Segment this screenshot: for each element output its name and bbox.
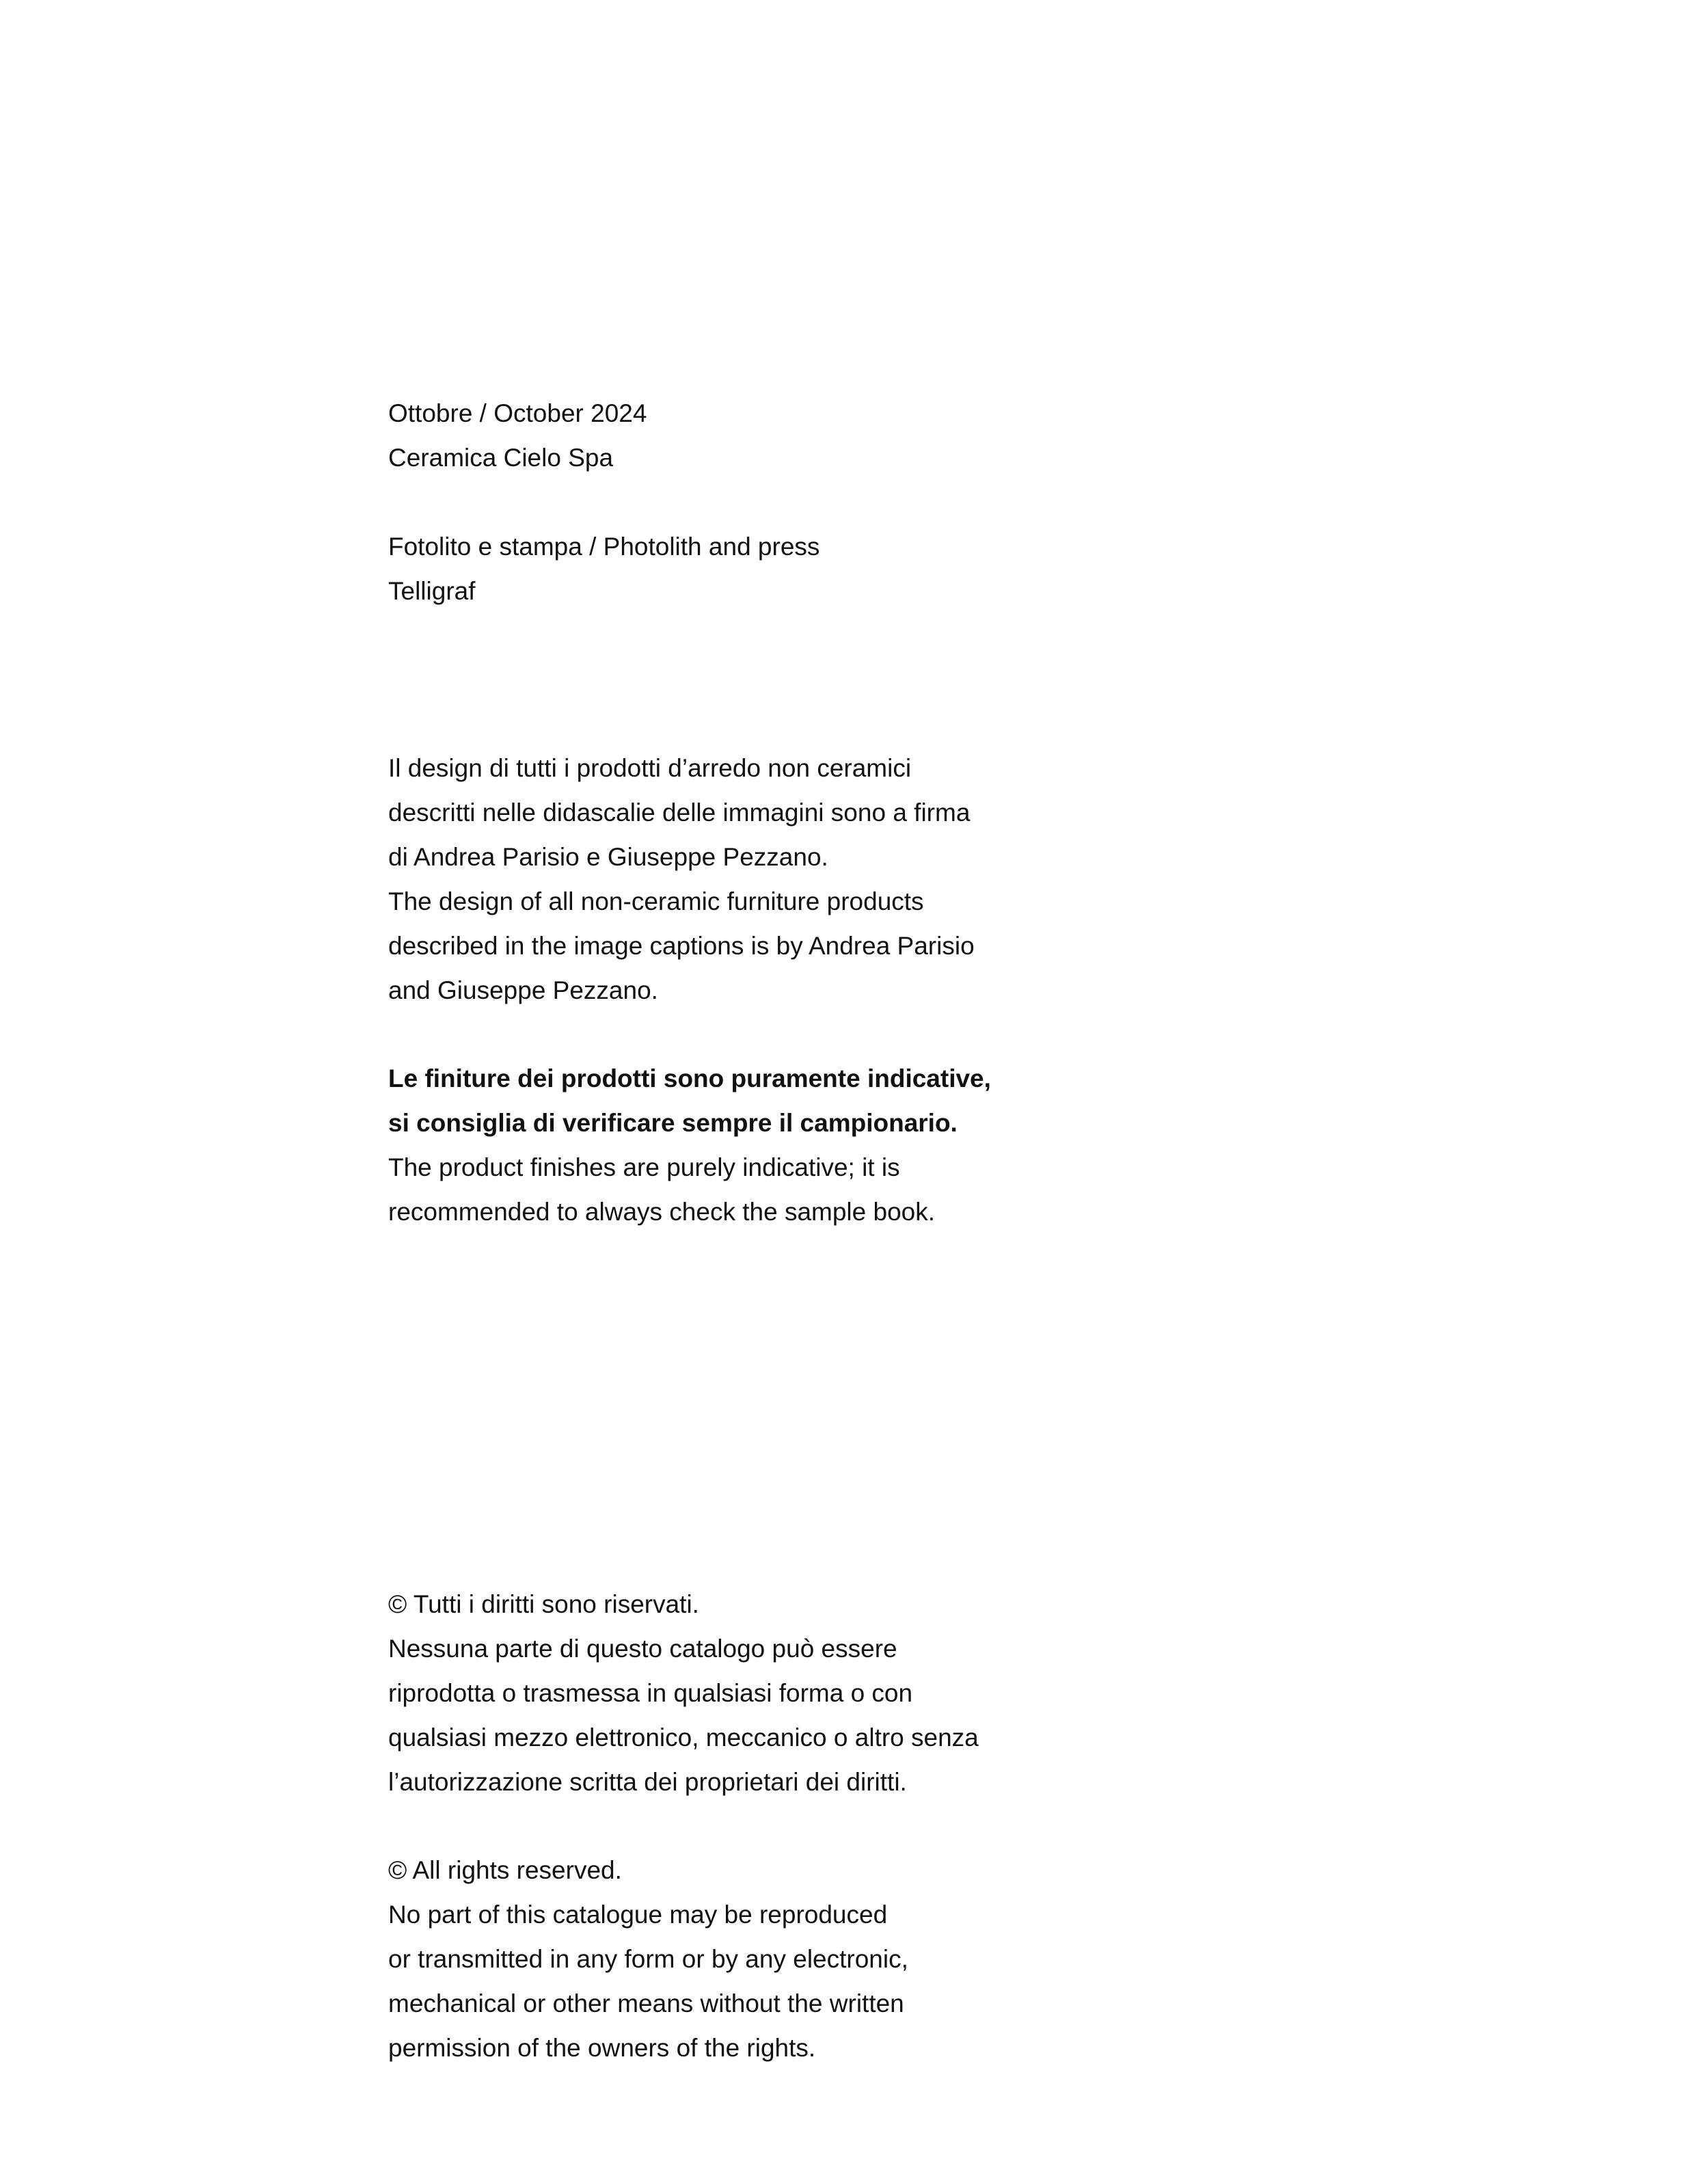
product-finish-note	[388, 1056, 1140, 1234]
copyright-it-line: riprodotta o trasmessa in qualsiasi forma o con	[388, 1679, 913, 1707]
design-note-line: described in the image captions is by Andrea Parisio	[388, 932, 975, 960]
printer-info	[388, 524, 1140, 613]
company-name: Ceramica Cielo Spa	[388, 444, 614, 472]
copyright-it-line: qualsiasi mezzo elettronico, meccanico o altro senza	[388, 1723, 979, 1752]
copyright-notice-english	[388, 1848, 1140, 2070]
copyright-en-line: mechanical or other means without the written	[388, 1989, 904, 2017]
copyright-notice-italian	[388, 1582, 1140, 1804]
publication-info	[388, 391, 1140, 480]
copyright-en-line: © All rights reserved.	[388, 1856, 622, 1884]
finish-note-line: recommended to always check the sample book.	[388, 1198, 936, 1226]
copyright-en-line: permission of the owners of the rights.	[388, 2034, 816, 2062]
finish-note-bold-line: si consiglia di verificare sempre il campionario.	[388, 1109, 958, 1137]
design-credit-note	[388, 746, 1140, 1012]
design-note-line: The design of all non-ceramic furniture products	[388, 887, 924, 915]
copyright-en-line: or transmitted in any form or by any electronic,	[388, 1945, 908, 1973]
finish-note-bold-line: Le finiture dei prodotti sono puramente indicative,	[388, 1064, 991, 1092]
copyright-it-line: Nessuna parte di questo catalogo può essere	[388, 1635, 897, 1663]
design-note-line: descritti nelle didascalie delle immagini sono a firma	[388, 799, 971, 827]
finish-note-line: The product finishes are purely indicative; it is	[388, 1153, 900, 1181]
printer-name: Telligraf	[388, 577, 476, 605]
design-note-line: di Andrea Parisio e Giuseppe Pezzano.	[388, 843, 828, 871]
copyright-it-line: © Tutti i diritti sono riservati.	[388, 1590, 699, 1618]
copyright-en-line: No part of this catalogue may be reproduced	[388, 1901, 888, 1929]
design-note-line: and Giuseppe Pezzano.	[388, 976, 658, 1004]
copyright-it-line: l’autorizzazione scritta dei proprietari dei diritti.	[388, 1768, 907, 1796]
print-label: Fotolito e stampa / Photolith and press	[388, 533, 820, 561]
publication-date: Ottobre / October 2024	[388, 399, 647, 427]
catalogue-imprint-page	[388, 0, 1140, 2174]
design-note-line: Il design di tutti i prodotti d’arredo non ceramici	[388, 754, 912, 782]
